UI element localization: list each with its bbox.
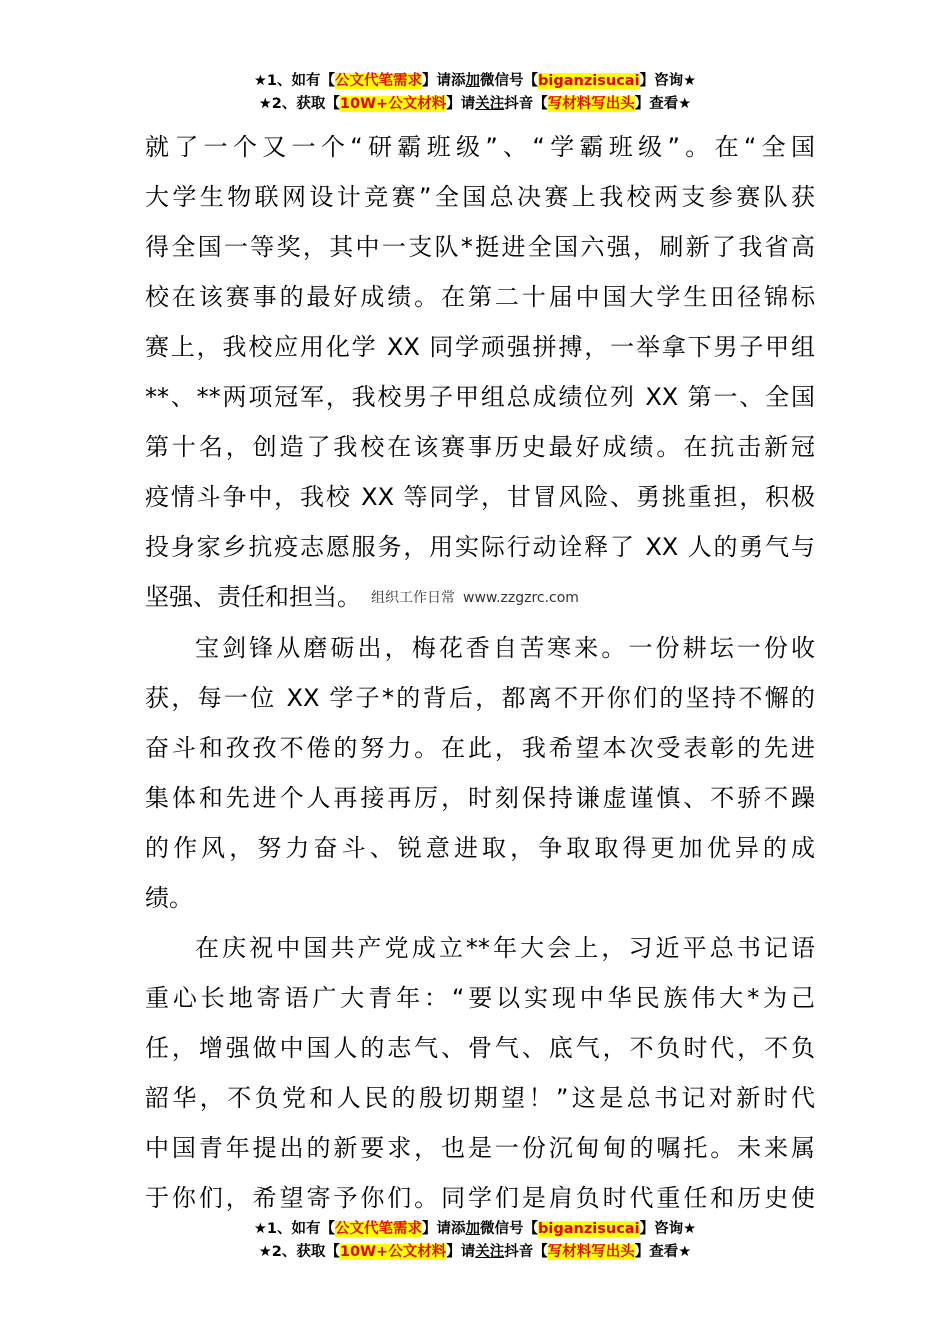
banner-highlight: 10W+公文材料	[339, 96, 447, 112]
banner-underlined: 加	[465, 73, 481, 89]
text-line: 就了一个又一个“研霸班级”、“学霸班级”。在“全国	[145, 133, 815, 161]
banner-text: 抖音【	[504, 96, 548, 112]
banner-highlight: 10W+公文材料	[339, 1244, 447, 1260]
watermark-label: 组织工作日常	[371, 590, 455, 606]
banner-text: 微信号【	[480, 1221, 539, 1237]
banner-highlight: 公文代笔需求	[335, 73, 423, 89]
banner-text: 】请添	[422, 1221, 466, 1237]
banner-text: 】查看★	[634, 1244, 692, 1260]
text-line: 集体和先进个人再接再厉，时刻保持谦虚谨慎、不骄不躁	[145, 784, 815, 812]
banner-text: 】查看★	[634, 96, 692, 112]
banner-underlined: 关注	[475, 96, 505, 112]
text-line: 任，增强做中国人的志气、骨气、底气，不负时代，不负	[145, 1034, 815, 1062]
text-line: 奋斗和孜孜不倦的努力。在此，我希望本次受表彰的先进	[145, 734, 815, 762]
text-line: 中国青年提出的新要求，也是一份沉甸甸的嘱托。未来属	[145, 1134, 815, 1162]
banner-text: ★1、如有【	[253, 1221, 336, 1237]
banner-underlined: 关注	[475, 1244, 505, 1260]
banner-text: 微信号【	[480, 73, 539, 89]
banner-line-1	[0, 1218, 950, 1241]
footer-banner	[0, 1218, 950, 1264]
banner-text: 抖音【	[504, 1244, 548, 1260]
text-segment: 坚强、责任和担当。	[145, 583, 361, 611]
text-line: 投身家乡抗疫志愿服务，用实际行动诠释了 XX 人的勇气与	[145, 533, 815, 561]
text-line: 获，每一位 XX 学子*的背后，都离不开你们的坚持不懈的	[145, 684, 815, 712]
banner-text: ★2、获取【	[258, 1244, 340, 1260]
banner-text: ★2、获取【	[258, 96, 340, 112]
banner-text: ★1、如有【	[253, 73, 336, 89]
paragraph-2	[145, 623, 815, 923]
banner-text: 】咨询★	[639, 73, 697, 89]
watermark-url: www.zzgzrc.com	[463, 590, 579, 606]
paragraph-1	[145, 122, 815, 623]
text-line: **、**两项冠军，我校男子甲组总成绩位列 XX 第一、全国	[145, 383, 815, 411]
banner-text: 】请	[446, 96, 476, 112]
text-line: 得全国一等奖，其中一支队*挺进全国六强，刷新了我省高	[145, 233, 815, 261]
banner-wechat-id: biganzisucai	[538, 73, 640, 89]
banner-wechat-id: biganzisucai	[538, 1221, 640, 1237]
text-line-last	[145, 572, 815, 623]
text-line: 绩。	[145, 884, 193, 912]
text-line: 第十名，创造了我校在该赛事历史最好成绩。在抗击新冠	[145, 433, 815, 461]
text-line: 于你们，希望寄予你们。同学们是肩负时代重任和历史使	[145, 1184, 815, 1212]
banner-underlined: 加	[465, 1221, 481, 1237]
text-line: 校在该赛事的最好成绩。在第二十届中国大学生田径锦标	[145, 283, 815, 311]
banner-line-2	[0, 93, 950, 116]
banner-line-1	[0, 70, 950, 93]
text-line: 在庆祝中国共产党成立**年大会上，习近平总书记语	[195, 934, 815, 962]
banner-douyin-name: 写材料写出头	[547, 96, 635, 112]
banner-douyin-name: 写材料写出头	[547, 1244, 635, 1260]
banner-text: 】请	[446, 1244, 476, 1260]
document-body	[145, 122, 815, 1223]
text-line: 重心长地寄语广大青年：“要以实现中华民族伟大*为己	[145, 984, 815, 1012]
text-line: 赛上，我校应用化学 XX 同学顽强拼搏，一举拿下男子甲组	[145, 333, 815, 361]
banner-line-2	[0, 1241, 950, 1264]
text-line: 宝剑锋从磨砺出，梅花香自苦寒来。一份耕坛一份收	[195, 634, 815, 662]
text-line: 疫情斗争中，我校 XX 等同学，甘冒风险、勇挑重担，积极	[145, 483, 815, 511]
watermark	[371, 590, 579, 606]
banner-text: 】请添	[422, 73, 466, 89]
banner-highlight: 公文代笔需求	[335, 1221, 423, 1237]
text-line: 韶华，不负党和人民的殷切期望！”这是总书记对新时代	[145, 1084, 815, 1112]
banner-text: 】咨询★	[639, 1221, 697, 1237]
paragraph-3	[145, 923, 815, 1223]
text-line: 大学生物联网设计竞赛”全国总决赛上我校两支参赛队获	[145, 183, 815, 211]
text-line: 的作风，努力奋斗、锐意进取，争取取得更加优异的成	[145, 834, 815, 862]
header-banner	[0, 70, 950, 116]
